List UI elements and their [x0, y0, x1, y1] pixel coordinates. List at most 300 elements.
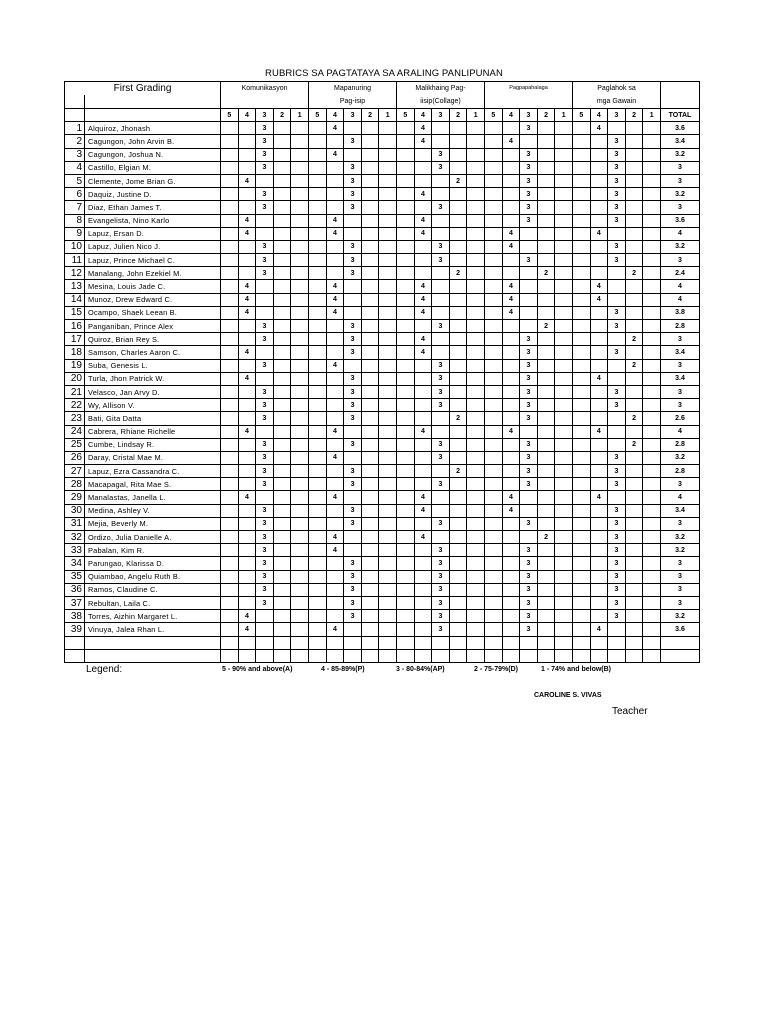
score-cell	[397, 570, 415, 583]
score-cell	[273, 135, 291, 148]
score-cell	[397, 320, 415, 333]
score-cell	[397, 148, 415, 161]
student-number: 26	[65, 451, 85, 464]
score-value: 3	[432, 201, 450, 214]
blank-cell	[485, 636, 503, 649]
score-cell	[238, 161, 256, 174]
score-cell	[449, 254, 467, 267]
score-cell	[221, 531, 239, 544]
score-cell	[291, 280, 309, 293]
score-cell	[537, 359, 555, 372]
score-value: 4	[326, 148, 344, 161]
score-cell	[361, 451, 379, 464]
score-value: 3	[432, 478, 450, 491]
score-value: 3	[344, 201, 362, 214]
score-cell	[273, 596, 291, 609]
score-cell	[432, 280, 450, 293]
student-row	[65, 122, 700, 135]
score-cell	[555, 359, 573, 372]
score-cell	[502, 333, 520, 346]
score-cell	[467, 570, 485, 583]
score-value: 3	[520, 412, 538, 425]
score-cell	[238, 267, 256, 280]
blank-cell	[85, 636, 221, 649]
student-row	[65, 491, 700, 504]
score-cell	[361, 399, 379, 412]
score-cell	[608, 293, 626, 306]
score-level-header: 4	[238, 109, 256, 122]
student-name: Munoz, Drew Edward C.	[85, 293, 221, 306]
student-name: Cagungon, John Arvin B.	[85, 135, 221, 148]
score-value: 4	[238, 306, 256, 319]
score-cell	[572, 570, 590, 583]
score-cell	[467, 254, 485, 267]
score-cell	[309, 293, 327, 306]
score-cell	[572, 623, 590, 636]
score-cell	[643, 161, 661, 174]
score-level-header: 2	[361, 109, 379, 122]
score-cell	[379, 333, 397, 346]
score-value: 2	[449, 174, 467, 187]
score-cell	[291, 610, 309, 623]
score-cell	[572, 412, 590, 425]
score-cell	[291, 412, 309, 425]
score-cell	[309, 346, 327, 359]
student-row	[65, 320, 700, 333]
score-cell	[625, 214, 643, 227]
score-cell	[273, 293, 291, 306]
score-cell	[537, 280, 555, 293]
score-cell	[309, 531, 327, 544]
score-cell	[449, 399, 467, 412]
score-cell	[537, 583, 555, 596]
score-cell	[397, 531, 415, 544]
score-cell	[273, 346, 291, 359]
score-cell	[485, 359, 503, 372]
score-cell	[361, 623, 379, 636]
score-cell	[537, 478, 555, 491]
score-cell	[414, 570, 432, 583]
score-value: 4	[502, 491, 520, 504]
score-value: 3	[344, 372, 362, 385]
score-value: 4	[238, 491, 256, 504]
student-name: Ordizo, Julia Danielle A.	[85, 531, 221, 544]
score-cell	[485, 240, 503, 253]
score-cell	[572, 385, 590, 398]
blank-row	[65, 636, 700, 649]
score-value: 3	[256, 438, 274, 451]
score-value: 2	[449, 412, 467, 425]
score-cell	[361, 333, 379, 346]
rubric-table	[64, 81, 700, 663]
student-number: 11	[65, 254, 85, 267]
score-value: 4	[326, 544, 344, 557]
score-value: 3	[520, 478, 538, 491]
score-value: 3	[520, 254, 538, 267]
score-cell	[397, 596, 415, 609]
score-cell	[572, 201, 590, 214]
score-cell	[221, 583, 239, 596]
score-value: 4	[414, 425, 432, 438]
score-cell	[379, 438, 397, 451]
score-cell	[485, 596, 503, 609]
score-cell	[379, 174, 397, 187]
score-cell	[467, 399, 485, 412]
score-cell	[449, 583, 467, 596]
score-cell	[326, 254, 344, 267]
score-cell	[397, 122, 415, 135]
score-cell	[572, 333, 590, 346]
blank-cell	[625, 649, 643, 662]
score-cell	[449, 135, 467, 148]
score-cell	[379, 254, 397, 267]
score-cell	[520, 280, 538, 293]
score-cell	[344, 306, 362, 319]
score-value: 2	[449, 465, 467, 478]
student-number: 3	[65, 148, 85, 161]
score-cell	[625, 478, 643, 491]
score-cell	[291, 135, 309, 148]
score-cell	[555, 122, 573, 135]
student-name: Medina, Ashley V.	[85, 504, 221, 517]
score-value: 2	[449, 267, 467, 280]
score-level-header: 3	[256, 109, 274, 122]
score-cell	[449, 478, 467, 491]
score-cell	[326, 412, 344, 425]
score-value: 4	[502, 293, 520, 306]
score-level-header: 5	[572, 109, 590, 122]
score-cell	[555, 451, 573, 464]
score-cell	[326, 465, 344, 478]
score-value: 3	[344, 161, 362, 174]
student-total: 3.6	[660, 623, 699, 636]
score-cell	[449, 293, 467, 306]
score-cell	[309, 451, 327, 464]
score-cell	[449, 240, 467, 253]
score-cell	[238, 465, 256, 478]
score-level-header: 4	[590, 109, 608, 122]
score-cell	[449, 188, 467, 201]
student-name: Cagungon, Joshua N.	[85, 148, 221, 161]
score-cell	[379, 280, 397, 293]
score-cell	[625, 161, 643, 174]
student-number: 27	[65, 465, 85, 478]
blank-row	[65, 649, 700, 662]
score-cell	[326, 570, 344, 583]
score-cell	[485, 280, 503, 293]
student-number: 21	[65, 385, 85, 398]
score-cell	[221, 438, 239, 451]
student-row	[65, 412, 700, 425]
score-cell	[379, 372, 397, 385]
score-value: 3	[520, 610, 538, 623]
score-cell	[555, 227, 573, 240]
blank-cell	[326, 649, 344, 662]
score-cell	[485, 544, 503, 557]
legend-item-a: 5 - 90% and above(A)	[222, 666, 293, 673]
student-total: 3.4	[660, 346, 699, 359]
score-value: 3	[256, 557, 274, 570]
score-cell	[361, 557, 379, 570]
score-value: 4	[326, 122, 344, 135]
score-cell	[590, 465, 608, 478]
score-value: 3	[344, 478, 362, 491]
score-cell	[467, 359, 485, 372]
score-cell	[555, 557, 573, 570]
score-cell	[344, 148, 362, 161]
score-cell	[291, 465, 309, 478]
score-cell	[590, 438, 608, 451]
score-cell	[309, 306, 327, 319]
score-cell	[379, 623, 397, 636]
score-value: 4	[502, 227, 520, 240]
score-cell	[643, 122, 661, 135]
score-cell	[520, 504, 538, 517]
score-level-header: 4	[414, 109, 432, 122]
score-cell	[256, 425, 274, 438]
score-cell	[485, 517, 503, 530]
score-cell	[344, 425, 362, 438]
score-value: 4	[502, 135, 520, 148]
score-cell	[643, 385, 661, 398]
blank-cell	[344, 636, 362, 649]
score-value: 3	[432, 161, 450, 174]
student-total: 3	[660, 570, 699, 583]
student-row	[65, 399, 700, 412]
student-number: 7	[65, 201, 85, 214]
score-cell	[537, 188, 555, 201]
student-total: 3.2	[660, 451, 699, 464]
score-value: 3	[256, 385, 274, 398]
score-cell	[502, 596, 520, 609]
score-cell	[273, 478, 291, 491]
score-cell	[625, 504, 643, 517]
score-cell	[221, 570, 239, 583]
score-cell	[449, 610, 467, 623]
score-cell	[502, 583, 520, 596]
score-cell	[555, 135, 573, 148]
student-number: 15	[65, 306, 85, 319]
score-value: 3	[520, 346, 538, 359]
student-name: Pabalan, Kim R.	[85, 544, 221, 557]
score-cell	[291, 517, 309, 530]
score-cell	[608, 438, 626, 451]
score-cell	[397, 557, 415, 570]
category-header-line2	[485, 95, 573, 109]
grading-period-label: First Grading	[65, 82, 221, 96]
student-name: Lapuz, Julien Nico J.	[85, 240, 221, 253]
student-total: 3.2	[660, 544, 699, 557]
score-value: 3	[344, 504, 362, 517]
score-cell	[643, 280, 661, 293]
student-row	[65, 174, 700, 187]
score-cell	[467, 544, 485, 557]
score-cell	[256, 372, 274, 385]
score-cell	[361, 254, 379, 267]
student-row	[65, 372, 700, 385]
score-cell	[238, 240, 256, 253]
score-cell	[537, 570, 555, 583]
score-cell	[379, 544, 397, 557]
score-cell	[397, 333, 415, 346]
student-total: 4	[660, 425, 699, 438]
score-cell	[643, 399, 661, 412]
score-value: 4	[502, 306, 520, 319]
score-value: 3	[344, 267, 362, 280]
score-cell	[309, 333, 327, 346]
student-row	[65, 280, 700, 293]
score-cell	[326, 333, 344, 346]
score-cell	[291, 399, 309, 412]
score-cell	[397, 135, 415, 148]
score-cell	[361, 438, 379, 451]
score-cell	[625, 451, 643, 464]
student-name: Castillo, Elgian M.	[85, 161, 221, 174]
score-cell	[379, 570, 397, 583]
score-value: 4	[590, 293, 608, 306]
blank-cell	[85, 649, 221, 662]
score-cell	[309, 517, 327, 530]
score-value: 4	[238, 293, 256, 306]
score-cell	[590, 320, 608, 333]
score-value: 3	[520, 148, 538, 161]
score-cell	[432, 531, 450, 544]
score-value: 3	[256, 451, 274, 464]
score-value: 3	[432, 359, 450, 372]
score-cell	[273, 320, 291, 333]
score-cell	[555, 188, 573, 201]
score-cell	[361, 544, 379, 557]
score-cell	[502, 267, 520, 280]
score-value: 3	[256, 359, 274, 372]
score-cell	[414, 623, 432, 636]
score-cell	[643, 174, 661, 187]
score-cell	[291, 267, 309, 280]
score-cell	[502, 517, 520, 530]
score-cell	[379, 531, 397, 544]
score-cell	[520, 425, 538, 438]
blank-cell	[502, 649, 520, 662]
score-cell	[273, 188, 291, 201]
score-cell	[291, 451, 309, 464]
score-cell	[643, 451, 661, 464]
student-number: 37	[65, 596, 85, 609]
score-cell	[572, 372, 590, 385]
score-value: 3	[256, 478, 274, 491]
student-total: 3	[660, 557, 699, 570]
score-cell	[309, 583, 327, 596]
score-value: 2	[537, 267, 555, 280]
score-cell	[221, 267, 239, 280]
blank-cell	[590, 636, 608, 649]
score-cell	[485, 425, 503, 438]
score-level-header: 3	[608, 109, 626, 122]
score-cell	[643, 425, 661, 438]
score-cell	[379, 267, 397, 280]
score-cell	[643, 412, 661, 425]
score-value: 4	[590, 623, 608, 636]
score-cell	[643, 372, 661, 385]
score-value: 4	[326, 280, 344, 293]
score-cell	[326, 610, 344, 623]
score-cell	[361, 412, 379, 425]
student-total: 3.2	[660, 610, 699, 623]
score-cell	[485, 267, 503, 280]
score-cell	[309, 320, 327, 333]
student-total: 3.4	[660, 504, 699, 517]
score-level-header: 1	[643, 109, 661, 122]
student-name: Mesina, Louis Jade C.	[85, 280, 221, 293]
score-cell	[221, 372, 239, 385]
score-cell	[221, 188, 239, 201]
score-value: 3	[432, 148, 450, 161]
score-cell	[397, 438, 415, 451]
score-cell	[309, 570, 327, 583]
student-row	[65, 570, 700, 583]
score-value: 3	[344, 412, 362, 425]
score-cell	[309, 359, 327, 372]
score-cell	[379, 293, 397, 306]
score-cell	[467, 122, 485, 135]
score-value: 3	[344, 385, 362, 398]
score-cell	[291, 623, 309, 636]
score-cell	[608, 359, 626, 372]
score-cell	[432, 465, 450, 478]
score-cell	[520, 491, 538, 504]
score-cell	[502, 201, 520, 214]
score-cell	[643, 254, 661, 267]
score-cell	[572, 280, 590, 293]
score-cell	[485, 623, 503, 636]
score-cell	[572, 438, 590, 451]
blank-cell	[502, 636, 520, 649]
blank-cell	[572, 636, 590, 649]
score-cell	[643, 544, 661, 557]
score-cell	[449, 346, 467, 359]
student-number: 4	[65, 161, 85, 174]
score-cell	[273, 227, 291, 240]
score-cell	[238, 596, 256, 609]
score-cell	[449, 570, 467, 583]
student-number: 34	[65, 557, 85, 570]
score-cell	[467, 320, 485, 333]
score-value: 3	[520, 201, 538, 214]
score-cell	[590, 240, 608, 253]
score-cell	[291, 346, 309, 359]
score-cell	[537, 623, 555, 636]
score-cell	[414, 320, 432, 333]
score-value: 3	[520, 583, 538, 596]
student-name: Bati, Gita Datta	[85, 412, 221, 425]
score-cell	[344, 623, 362, 636]
score-cell	[485, 122, 503, 135]
score-cell	[467, 425, 485, 438]
student-number: 22	[65, 399, 85, 412]
score-cell	[273, 491, 291, 504]
student-row	[65, 306, 700, 319]
score-cell	[379, 320, 397, 333]
score-cell	[432, 122, 450, 135]
score-value: 3	[256, 254, 274, 267]
score-value: 3	[432, 557, 450, 570]
score-value: 4	[414, 504, 432, 517]
score-cell	[537, 610, 555, 623]
score-cell	[485, 478, 503, 491]
legend-label: Legend:	[86, 664, 123, 675]
score-value: 4	[238, 214, 256, 227]
score-value: 4	[326, 531, 344, 544]
blank-cell	[625, 636, 643, 649]
